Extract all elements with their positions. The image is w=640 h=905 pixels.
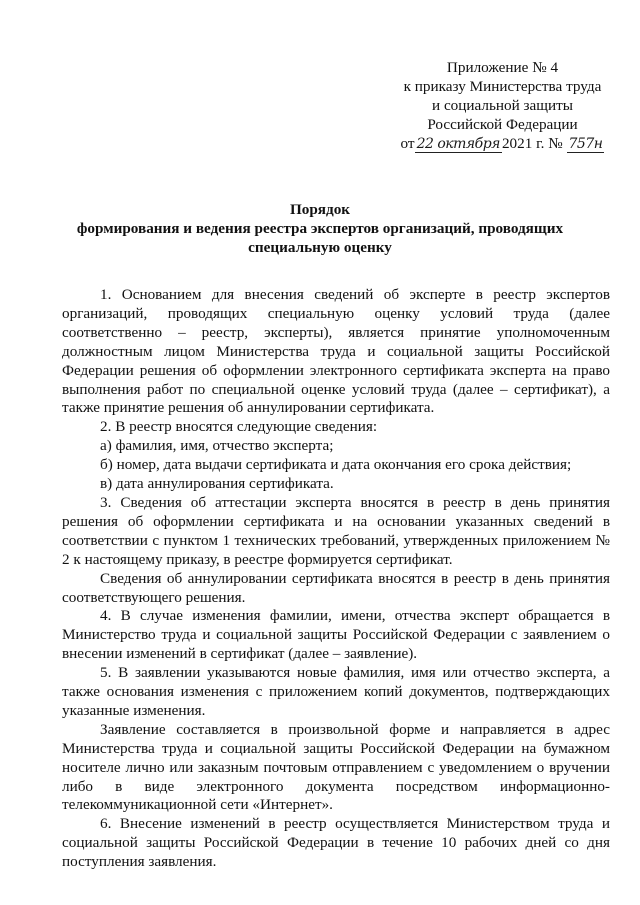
paragraph-3-cont: Сведения об аннулировании сертификата вносятся в реестр в день принятия соответствующего решения.	[62, 569, 610, 606]
date-prefix: от	[400, 135, 415, 152]
appendix-number: Приложение № 4	[446, 59, 559, 76]
paragraph-2c: в) дата аннулирования сертификата.	[100, 475, 334, 493]
paragraph-4: 4. В случае изменения фамилии, имени, отчества эксперт обращается в Министерство труда и социальной защиты Российской Федерации с заявлением о внесении изменений в сертификат (далее – заявление).	[62, 607, 610, 663]
paragraph-2a: а) фамилия, имя, отчество эксперта;	[100, 437, 334, 455]
handwritten-order-number: 757н	[568, 136, 603, 152]
paragraph-1: 1. Основанием для внесения сведений об эксперте в реестр экспертов организаций, проводящих специальную оценку условий труда (далее соответственно – реестр, эксперты), является принятие уполномоченным должностным лицом Министерства труда и социальной защиты Российской Федерации решения об оформлении электронного сертификата эксперта на право выполнения работ по специальной оценке условий труда (далее – сертификат), а также принятие решения об аннулировании сертификата.	[62, 286, 610, 417]
document-title	[62, 200, 578, 257]
paragraph-5: 5. В заявлении указываются новые фамилия, имя или отчество эксперта, а также основания изменения с приложением копий документов, подтверждающих указанные изменения.	[62, 664, 610, 719]
appendix-header	[395, 58, 610, 154]
title-line-3: специальную оценку	[248, 239, 392, 256]
appendix-ministry-line: и социальной защиты	[432, 97, 573, 114]
handwritten-date: 22 октября	[416, 136, 500, 152]
paragraph-6: 6. Внесение изменений в реестр осуществляется Министерством труда и социальной защиты Российской Федерации в течение 10 рабочих дней со дня поступления заявления.	[62, 815, 610, 871]
title-line-1: Порядок	[289, 201, 351, 218]
appendix-order-ref: к приказу Министерства труда	[403, 78, 602, 95]
order-year: 2021 г. №	[501, 135, 563, 152]
appendix-country-line: Российской Федерации	[427, 116, 578, 133]
order-date-number	[395, 134, 610, 154]
paragraph-2: 2. В реестр вносятся следующие сведения:	[100, 418, 378, 436]
paragraph-5-cont: Заявление составляется в произвольной форме и направляется в адрес Министерства труда и социальной защиты Российской Федерации на бумажном носителе лично или заказным почтовым отправлением с уведомлением о вручении либо в виде электронного документа посредством информационно-телекоммуникационной сети «Интернет».	[62, 720, 610, 814]
paragraph-2b: б) номер, дата выдачи сертификата и дата окончания его срока действия;	[100, 456, 572, 474]
title-line-2: формирования и ведения реестра экспертов организаций, проводящих	[76, 220, 564, 237]
paragraph-3: 3. Сведения об аттестации эксперта вносятся в реестр в день принятия решения об оформлении сертификата и на основании указанных сведений в соответствии с пунктом 1 технических требований, утвержденных приложением № 2 к настоящему приказу, в реестре формируется сертификат.	[62, 493, 610, 568]
document-body	[62, 286, 610, 872]
